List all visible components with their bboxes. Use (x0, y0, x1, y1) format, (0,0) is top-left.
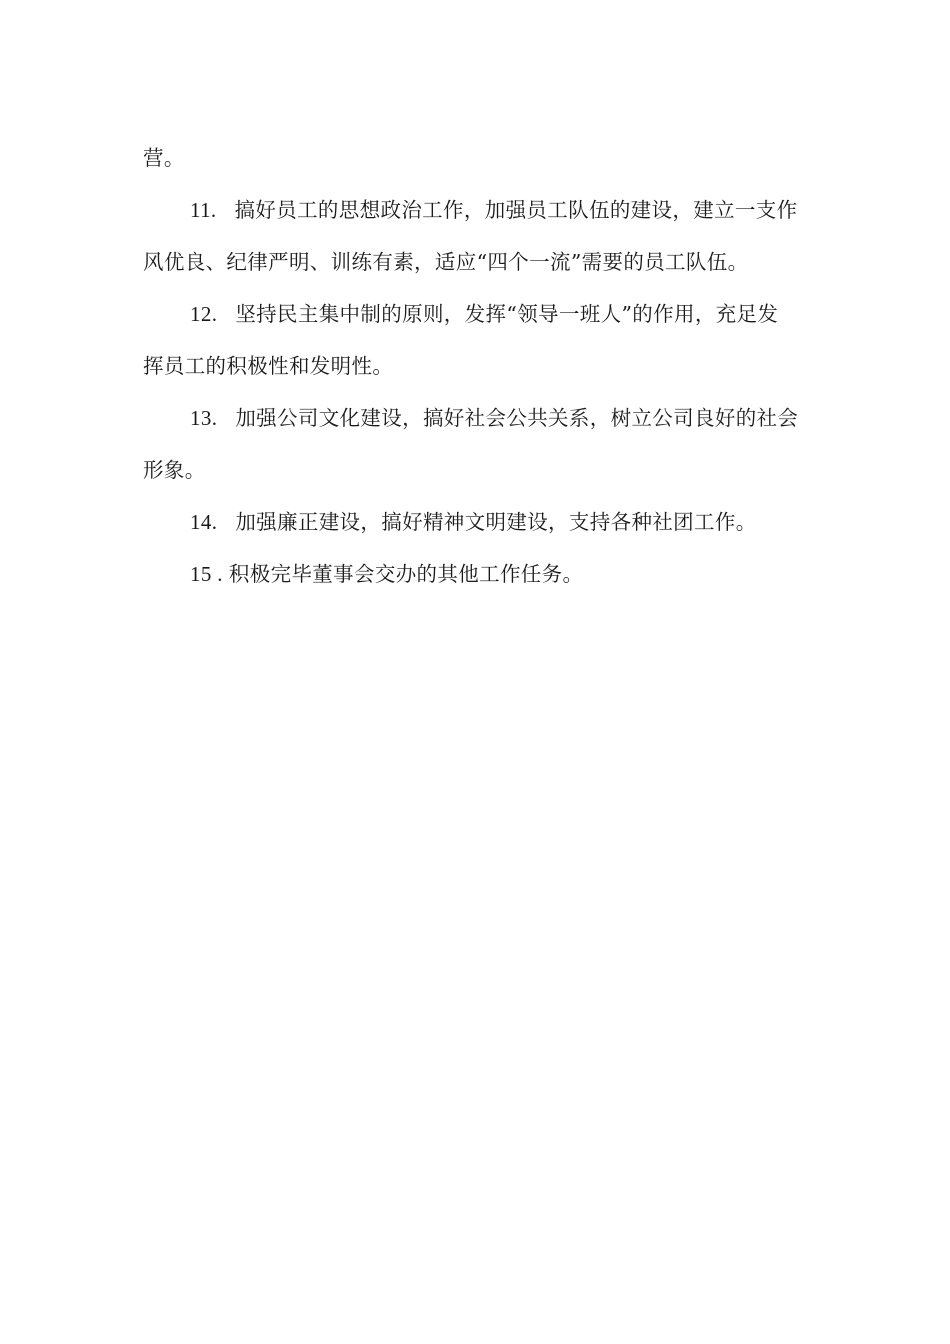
list-item-15 (143, 548, 823, 600)
item-12-line-2 (143, 340, 823, 392)
item-11-line-2 (143, 236, 823, 288)
continuation-text: 营。 (143, 146, 185, 170)
item-11-text-2: 风优良、纪律严明、训练有素，适应“四个一流”需要的员工队伍。 (143, 250, 749, 274)
list-item-14 (143, 496, 823, 548)
item-13-number: 13. (190, 406, 218, 430)
item-12-text-1: 坚持民主集中制的原则，发挥“领导一班人”的作用，充足发 (235, 302, 779, 326)
item-15-number: 15 . (190, 562, 223, 586)
item-13-text-1: 加强公司文化建设，搞好社会公共关系，树立公司良好的社会 (235, 406, 799, 430)
item-15-line-1 (143, 548, 823, 600)
continuation-line (143, 132, 823, 184)
list-item-12 (143, 288, 823, 392)
item-13-line-1 (143, 392, 823, 444)
list-item-13 (143, 392, 823, 496)
item-13-line-2 (143, 444, 823, 496)
item-13-text-2: 形象。 (143, 458, 206, 482)
item-14-text-1: 加强廉正建设，搞好精神文明建设，支持各种社团工作。 (235, 510, 757, 534)
item-11-line-1 (143, 184, 823, 236)
item-12-text-2: 挥员工的积极性和发明性。 (143, 354, 394, 378)
item-12-number: 12. (190, 302, 218, 326)
item-14-number: 14. (190, 510, 218, 534)
document-page (143, 132, 823, 600)
item-11-text-1: 搞好员工的思想政治工作，加强员工队伍的建设，建立一支作 (234, 198, 798, 222)
item-12-line-1 (143, 288, 823, 340)
item-11-number: 11. (190, 198, 217, 222)
item-15-text-1: 积极完毕董事会交办的其他工作任务。 (228, 562, 584, 586)
item-14-line-1 (143, 496, 823, 548)
list-item-11 (143, 184, 823, 288)
